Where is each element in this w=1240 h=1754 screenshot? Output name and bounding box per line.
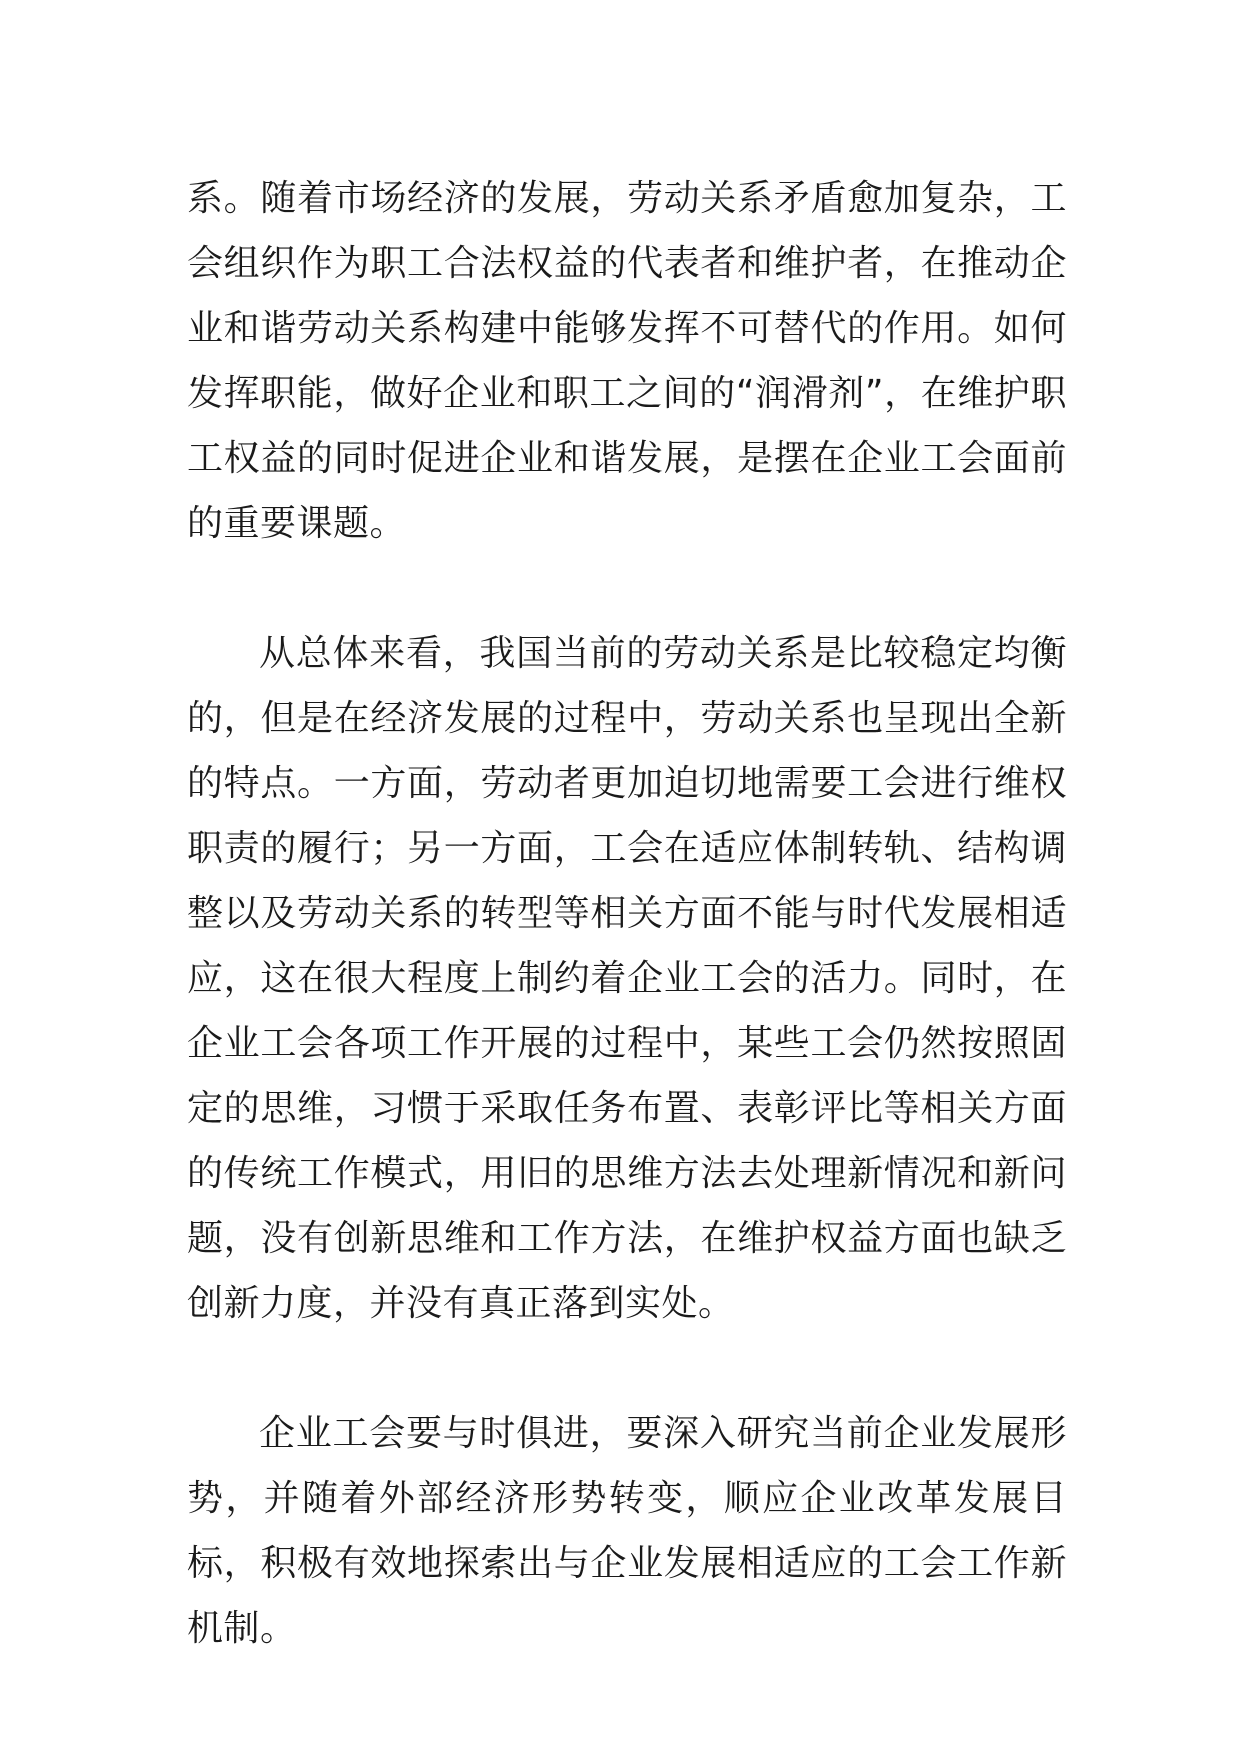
paragraph-continued: 系。随着市场经济的发展，劳动关系矛盾愈加复杂，工会组织作为职工合法权益的代表者和维护者，在推动企业和谐劳动关系构建中能够发挥不可替代的作用。如何发挥职能，做好企业和职工之间的“润滑剂”，在维护职工权益的同时促进企业和谐发展，是摆在企业工会面前的重要课题。 bbox=[187, 178, 1067, 544]
paragraph-union-mechanism: 企业工会要与时俱进，要深入研究当前企业发展形势，并随着外部经济形势转变，顺应企业改革发展目标，积极有效地探索出与企业发展相适应的工会工作新机制。 bbox=[187, 1413, 1067, 1649]
document-body bbox=[187, 166, 1067, 1661]
paragraph-labor-relations: 从总体来看，我国当前的劳动关系是比较稳定均衡的，但是在经济发展的过程中，劳动关系也呈现出全新的特点。一方面，劳动者更加迫切地需要工会进行维权职责的履行；另一方面，工会在适应体制转轨、结构调整以及劳动关系的转型等相关方面不能与时代发展相适应，这在很大程度上制约着企业工会的活力。同时，在企业工会各项工作开展的过程中，某些工会仍然按照固定的思维，习惯于采取任务布置、表彰评比等相关方面的传统工作模式，用旧的思维方法去处理新情况和新问题，没有创新思维和工作方法，在维护权益方面也缺乏创新力度，并没有真正落到实处。 bbox=[187, 633, 1067, 1324]
